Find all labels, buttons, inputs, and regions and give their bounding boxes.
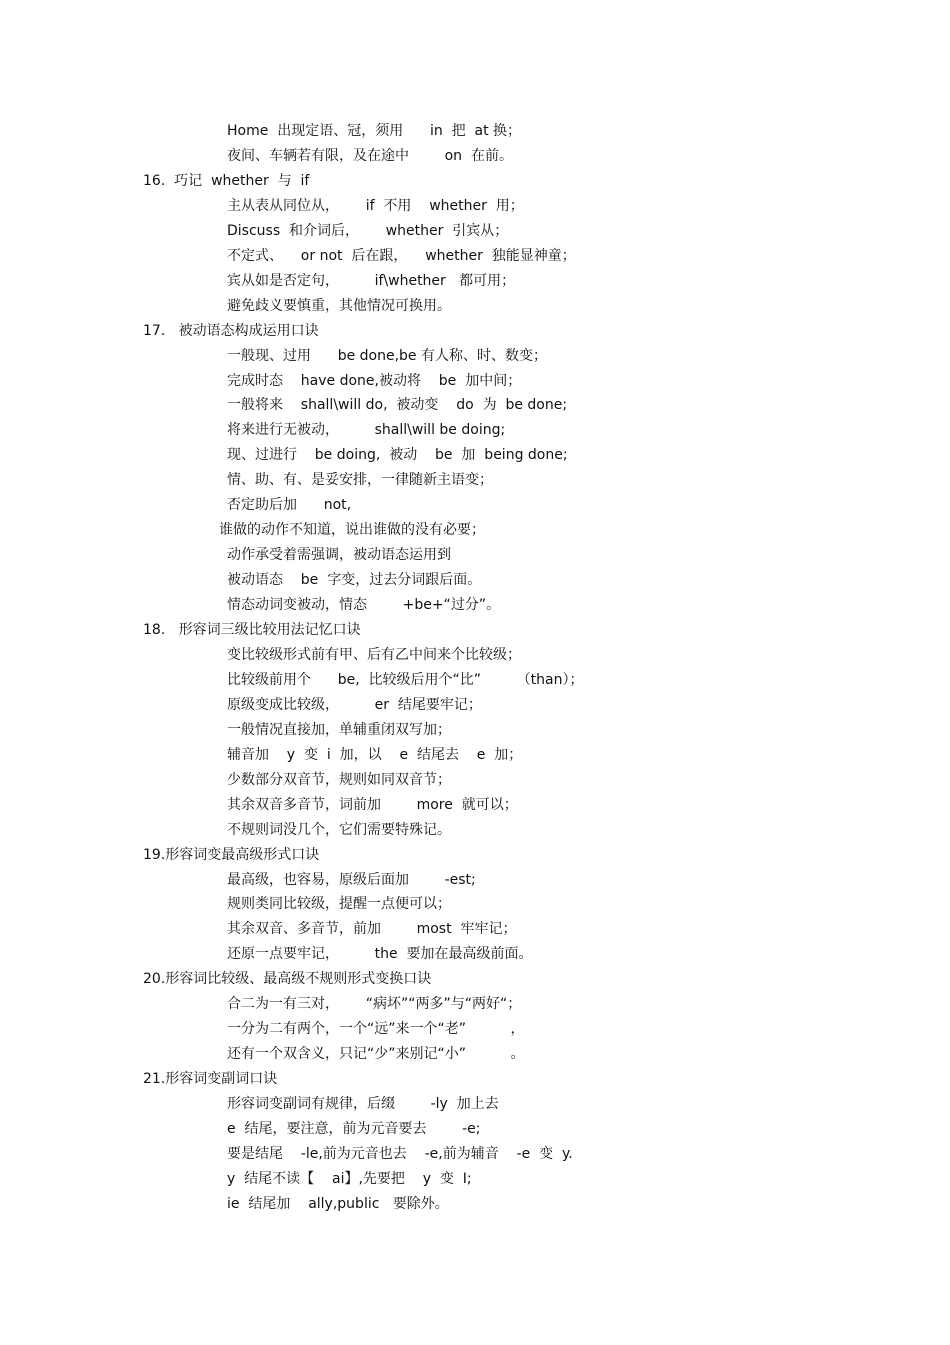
text-line: 将来进行无被动， shall\will be doing; [227,422,506,439]
text-line: 一般将来 shall\will do, 被动变 do 为 be done; [227,397,568,414]
text-line: 合二为一有三对， “病坏”“两多”与“两好“； [227,996,522,1013]
text-line: 夜间、车辆若有限，及在途中 on 在前。 [227,147,513,164]
text-line: 原级变成比较级， er 结尾要牢记； [227,696,482,713]
text-line: 宾从如是否定句， if\whether 都可用； [227,272,516,289]
section-heading: 19.形容词变最高级形式口诀 [143,846,320,863]
text-line: 谁做的动作不知道，说出谁做的没有必要； [219,522,485,539]
text-line: 一般现、过用 be done,be 有人称、时、数变； [227,347,547,364]
text-line: 还有一个双含义，只记“少”来别记“小” 。 [227,1046,525,1063]
text-line: 主从表从同位从， if 不用 whether 用； [227,197,524,214]
section-heading: 17. 被动语态构成运用口诀 [143,322,319,339]
text-line: 否定助后加 not, [227,497,352,514]
text-line: 其余双音、多音节，前加 most 牢牢记； [227,921,517,938]
text-line: 现、过进行 be doing, 被动 be 加 being done; [227,447,568,464]
text-line: 形容词变副词有规律，后缀 -ly 加上去 [227,1096,499,1112]
text-line: ie 结尾加 ally,public 要除外。 [227,1195,449,1212]
text-line: 还原一点要牢记， the 要加在最高级前面。 [227,946,533,963]
text-line: 被动语态 be 字变，过去分词跟后面。 [227,572,482,589]
text-line: 完成时态 have done,被动将 be 加中间； [227,372,522,389]
text-line: 少数部分双音节，规则如同双音节； [227,771,451,788]
text-line: 避免歧义要慎重，其他情况可换用。 [227,297,451,314]
text-line: 情、助、有、是妥安排，一律随新主语变； [227,472,493,489]
text-line: y 结尾不读【 ai】,先要把 y 变 I; [227,1170,472,1187]
text-line: 辅音加 y 变 i 加，以 e 结尾去 e 加； [227,746,523,763]
text-line: 其余双音多音节，词前加 more 就可以； [227,796,518,813]
text-line: 不规则词没几个，它们需要特殊记。 [227,821,451,838]
text-line: 比较级前用个 be, 比较级后用个“比” （than）； [227,671,584,688]
section-heading: 21.形容词变副词口诀 [143,1071,278,1088]
text-line: 要是结尾 -le,前为元音也去 -e,前为辅音 -e 变 y. [227,1145,573,1162]
section-heading: 18. 形容词三级比较用法记忆口诀 [143,622,361,638]
text-line: 一般情况直接加，单辅重闭双写加； [227,721,451,738]
text-line: Home 出现定语、冠，须用 in 把 at 换； [227,123,522,139]
text-line: 不定式、 or not 后在跟， whether 独能显神童； [227,247,576,264]
section-heading: 16. 巧记 whether 与 if [143,172,310,189]
text-line: 最高级，也容易，原级后面加 -est; [227,871,476,888]
text-line: e 结尾，要注意，前为元音要去 -e; [227,1121,481,1137]
text-line: 变比较级形式前有甲、后有乙中间来个比较级； [227,646,521,663]
text-line: 一分为二有两个，一个“远”来一个“老” ， [227,1021,525,1038]
text-line: 情态动词变被动，情态 +be+“过分”。 [227,597,501,613]
text-line: 动作承受着需强调，被动语态运用到 [227,547,451,564]
text-line: 规则类同比较级，提醒一点便可以； [227,896,451,913]
text-line: Discuss 和介词后， whether 引宾从； [227,222,509,239]
section-heading: 20.形容词比较级、最高级不规则形式变换口诀 [143,971,432,988]
